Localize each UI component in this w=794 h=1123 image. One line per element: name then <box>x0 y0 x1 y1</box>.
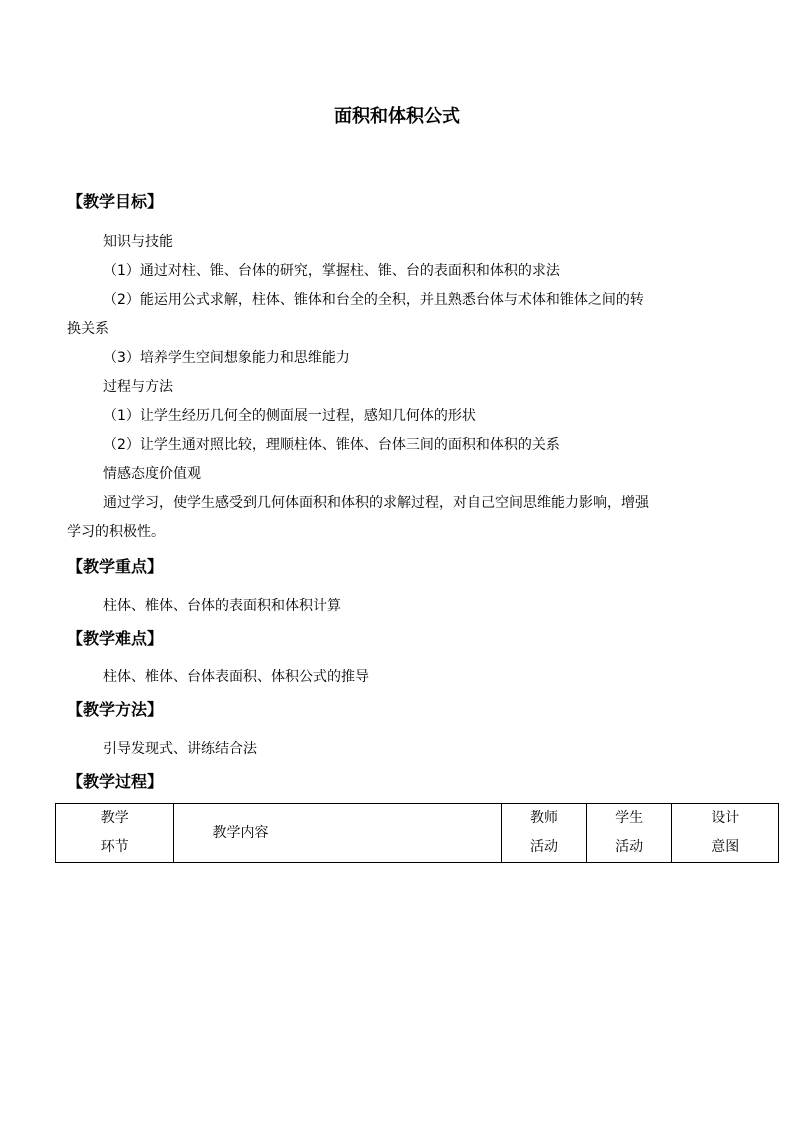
knowledge-item-3: （3）培养学生空间想象能力和思维能力 <box>103 350 350 366</box>
objectives-body <box>67 228 728 547</box>
table-header-row <box>56 804 779 863</box>
key-points-line: 柱体、椎体、台体的表面积和体积计算 <box>103 598 341 614</box>
header-student-line2: 活动 <box>615 839 644 855</box>
header-design-line2: 意图 <box>711 839 740 855</box>
difficulties-heading: 【教学难点】 <box>67 629 164 648</box>
header-design-line1: 设计 <box>711 810 740 826</box>
emotion-line-1: 通过学习，使学生感受到几何体面积和体积的求解过程，对自己空间思维能力影响，增强 <box>103 495 649 511</box>
methods-text <box>103 735 728 764</box>
header-teacher <box>502 804 587 863</box>
header-teacher-line1: 教师 <box>529 810 558 826</box>
difficulties-line: 柱体、椎体、台体表面积、体积公式的推导 <box>103 669 369 685</box>
process-heading: 【教学过程】 <box>67 772 164 791</box>
emotion-heading: 情感态度价值观 <box>103 466 201 482</box>
objectives-heading: 【教学目标】 <box>67 192 164 211</box>
document-title: 面积和体积公式 <box>334 106 460 127</box>
process-item-1: （1）让学生经历几何全的侧面展一过程，感知几何体的形状 <box>103 408 476 424</box>
header-stage <box>56 804 174 863</box>
key-points-text <box>103 592 728 621</box>
header-stage-line2: 环节 <box>100 839 129 855</box>
header-teacher-line2: 活动 <box>529 839 558 855</box>
knowledge-item-2-cont: 换关系 <box>67 321 109 337</box>
header-student-line1: 学生 <box>615 810 644 826</box>
methods-heading: 【教学方法】 <box>67 700 164 719</box>
header-stage-line1: 教学 <box>100 810 129 826</box>
knowledge-item-1: （1）通过对柱、锥、台体的研究，掌握柱、锥、台的表面积和体积的求法 <box>103 263 560 279</box>
process-item-2: （2）让学生通对照比较，理顺柱体、锥体、台体三间的面积和体积的关系 <box>103 437 560 453</box>
process-table <box>55 803 779 863</box>
emotion-line-2: 学习的积极性。 <box>67 524 165 540</box>
difficulties-text <box>103 663 728 692</box>
process-method-heading: 过程与方法 <box>103 379 173 395</box>
key-points-heading: 【教学重点】 <box>67 557 164 576</box>
knowledge-heading: 知识与技能 <box>103 234 173 250</box>
header-design <box>672 804 779 863</box>
knowledge-item-2: （2）能运用公式求解，柱体、锥体和台全的全积，并且熟悉台体与术体和锥体之间的转 <box>103 292 644 308</box>
header-content-label: 教学内容 <box>212 824 269 841</box>
header-content <box>174 804 502 863</box>
header-student <box>586 804 672 863</box>
methods-line: 引导发现式、讲练结合法 <box>103 741 257 757</box>
